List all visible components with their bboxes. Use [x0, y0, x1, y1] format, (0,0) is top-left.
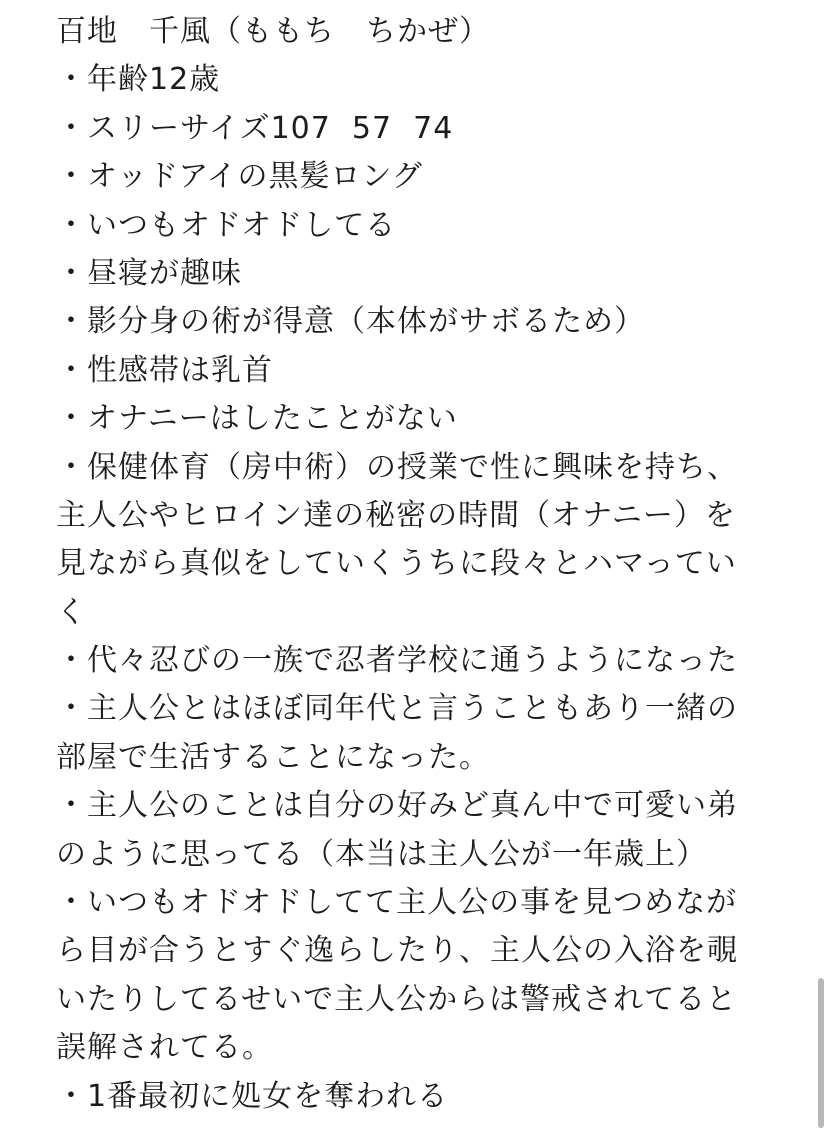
note-line: 部屋で生活することになった。: [56, 739, 490, 775]
note-body: [56, 8, 756, 1121]
note-line: ら目が合うとすぐ逸らしたり、主人公の入浴を覗: [56, 933, 738, 969]
note-line: ・1番最初に処女を奪われる: [56, 1078, 449, 1114]
note-line: ・いつもオドオドしてる: [56, 207, 397, 243]
note-line: いたりしてるせいで主人公からは警戒されてると: [56, 981, 738, 1017]
note-line: く: [56, 594, 87, 630]
note-line: ・主人公のことは自分の好みど真ん中で可愛い弟: [56, 788, 738, 824]
note-line: ・年齢12歳: [56, 62, 221, 98]
note-line: 百地 千風（ももち ちかぜ）: [56, 14, 490, 49]
note-line: ・代々忍びの一族で忍者学校に通うようになった: [56, 643, 738, 679]
note-line: ・オッドアイの黒髪ロング: [56, 159, 423, 195]
note-line: ・いつもオドオドしてて主人公の事を見つめなが: [56, 885, 738, 921]
note-line: ・昼寝が趣味: [56, 255, 242, 291]
vertical-scrollbar[interactable]: [818, 978, 824, 1128]
note-line: ・影分身の術が得意（本体がサボるため）: [56, 304, 645, 340]
note-line: 見ながら真似をしていくうちに段々とハマってい: [56, 546, 737, 582]
note-line: ・スリーサイズ107 57 74: [56, 110, 454, 146]
note-line: のように思ってる（本当は主人公が一年歳上）: [56, 836, 707, 872]
note-line: ・性感帯は乳首: [56, 352, 273, 388]
note-line: 誤解されてる。: [56, 1030, 273, 1066]
note-line: ・保健体育（房中術）の授業で性に興味を持ち、: [56, 449, 738, 485]
note-line: ・主人公とはほぼ同年代と言うこともあり一緒の: [56, 691, 738, 727]
note-line: 主人公やヒロイン達の秘密の時間（オナニー）を: [56, 497, 736, 533]
note-line: ・オナニーはしたことがない: [56, 401, 458, 437]
